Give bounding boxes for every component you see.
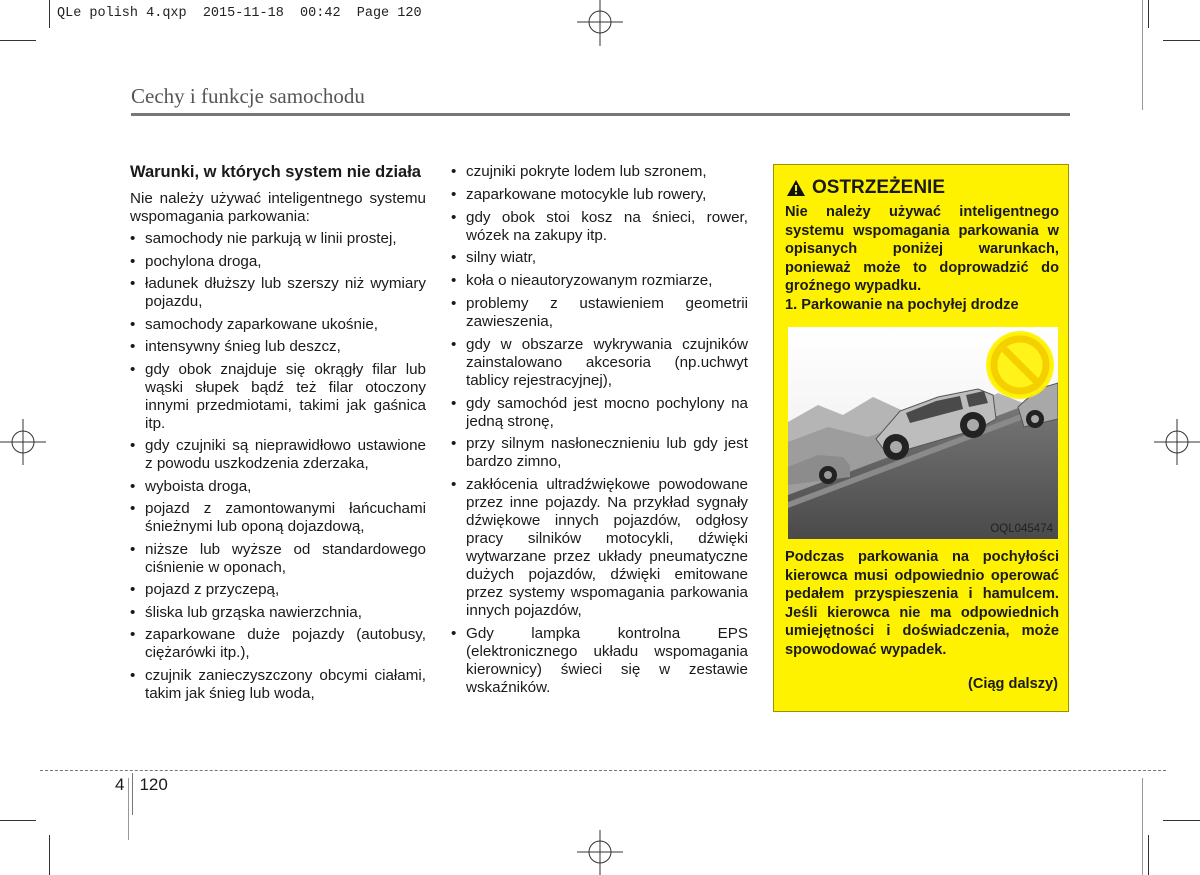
list-item: • czujnik zanieczyszczony obcymi ciałami, takim jak śnieg lub woda, [130, 667, 426, 703]
list-item: • przy silnym nasłonecznieniu lub gdy jest bardzo zimno, [451, 435, 748, 471]
section-title: Cechy i funkcje samochodu [131, 84, 365, 108]
section-title-rule [131, 113, 1070, 116]
warning-item-1: 1. Parkowanie na pochyłej drodze [785, 296, 1019, 313]
list-item: • zakłócenia ultradźwiękowe powodowane przez inne pojazdy. Na przykład sygnały dźwiękowe innych pojazdów, odgłosy pracy silników motocykli, dźwięki wytwarzane przez układy pneumatyczne dużych pojazdów, dźwięki emitowane przez systemy wspomagania parkowania innych pojazdów, [451, 476, 748, 620]
conditions-intro: Nie należy używać inteligentnego systemu wspomagania parkowania: [130, 190, 426, 225]
conditions-list-2 [451, 163, 748, 697]
conditions-heading: Warunki, w których system nie działa [130, 163, 421, 181]
chapter-number: 4 [115, 775, 125, 794]
list-item: • zaparkowane motocykle lub rowery, [451, 186, 748, 204]
list-item: • niższe lub wyższe od standardowego ciśnienie w oponach, [130, 541, 426, 577]
registration-mark-left [0, 415, 46, 469]
list-item: • gdy obok stoi kosz na śnieci, rower, wózek na zakupy itp. [451, 209, 748, 245]
prohibition-sign-icon [986, 331, 1054, 399]
list-item: • pochylona droga, [130, 253, 426, 271]
list-item: • problemy z ustawieniem geometrii zawieszenia, [451, 295, 748, 331]
warning-intro: Nie należy używać inteligentnego systemu wspomagania parkowania w opisanych poniżej warunkach, ponieważ może to doprowadzić do groźnego wypadku. [785, 204, 1059, 294]
warning-title [786, 177, 945, 199]
list-item: • gdy samochód jest mocno pochylony na jedną stronę, [451, 395, 748, 431]
list-item: • samochody zaparkowane ukośnie, [130, 316, 426, 334]
footer-rule [40, 770, 1166, 771]
registration-mark-bottom [573, 830, 627, 875]
list-item: • gdy obok znajduje się okrągły filar lub wąski słupek bądź też filar otoczony innymi przedmiotami, takimi jak gaśnica itp. [130, 361, 426, 433]
list-item: • zaparkowane duże pojazdy (autobusy, ciężarówki itp.), [130, 626, 426, 662]
warning-title-text: OSTRZEŻENIE [812, 177, 946, 198]
list-item: • koła o nieautoryzowanym rozmiarze, [451, 272, 748, 290]
list-item: • ładunek dłuższy lub szerszy niż wymiary pojazdu, [130, 275, 426, 311]
slope-parking-drawing [788, 327, 1058, 539]
list-item: • pojazd z przyczepą, [130, 581, 426, 599]
registration-mark-top [573, 0, 627, 46]
conditions-column-1 [130, 163, 426, 707]
print-slug-line: QLe polish 4.qxp 2015-11-18 00:42 Page 120 [57, 6, 422, 21]
list-item: • silny wiatr, [451, 249, 748, 267]
page-number [115, 775, 168, 815]
list-item: • śliska lub grząska nawierzchnia, [130, 604, 426, 622]
list-item: • pojazd z zamontowanymi łańcuchami śnieżnymi lub oponą dojazdową, [130, 500, 426, 536]
warning-triangle-icon [786, 179, 806, 197]
list-item: • wyboista droga, [130, 478, 426, 496]
registration-mark-right [1154, 415, 1200, 469]
list-item: • intensywny śnieg lub deszcz, [130, 338, 426, 356]
list-item: • samochody nie parkują w linii prostej, [130, 230, 426, 248]
page-number-value: 120 [139, 775, 168, 794]
image-code: OQL045474 [990, 523, 1053, 535]
list-item: • Gdy lampka kontrolna EPS (elektronicznego układu wspomagania kierownicy) świeci się w zestawie wskaźników. [451, 625, 748, 697]
conditions-column-2 [451, 163, 748, 702]
page-number-separator [132, 773, 133, 815]
warning-text [785, 203, 1059, 314]
list-item: • czujniki pokryte lodem lub szronem, [451, 163, 748, 181]
slope-parking-illustration [788, 327, 1058, 539]
continued-label: (Ciąg dalszy) [967, 676, 1058, 692]
list-item: • gdy czujniki są nieprawidłowo ustawione z powodu uszkodzenia zderzaka, [130, 437, 426, 473]
conditions-list-1 [130, 230, 426, 703]
warning-box [773, 164, 1069, 712]
list-item: • gdy w obszarze wykrywania czujników zainstalowano akcesoria (np.uchwyt tablicy rejestracyjnej), [451, 336, 748, 390]
warning-caption: Podczas parkowania na pochyłości kierowca musi odpowiednio operować pedałem przyspieszenia i hamulcem. Jeśli kierowca nie ma odpowiednich umiejętności i doświadczenia, może spowodować wypadek. [785, 549, 1059, 658]
